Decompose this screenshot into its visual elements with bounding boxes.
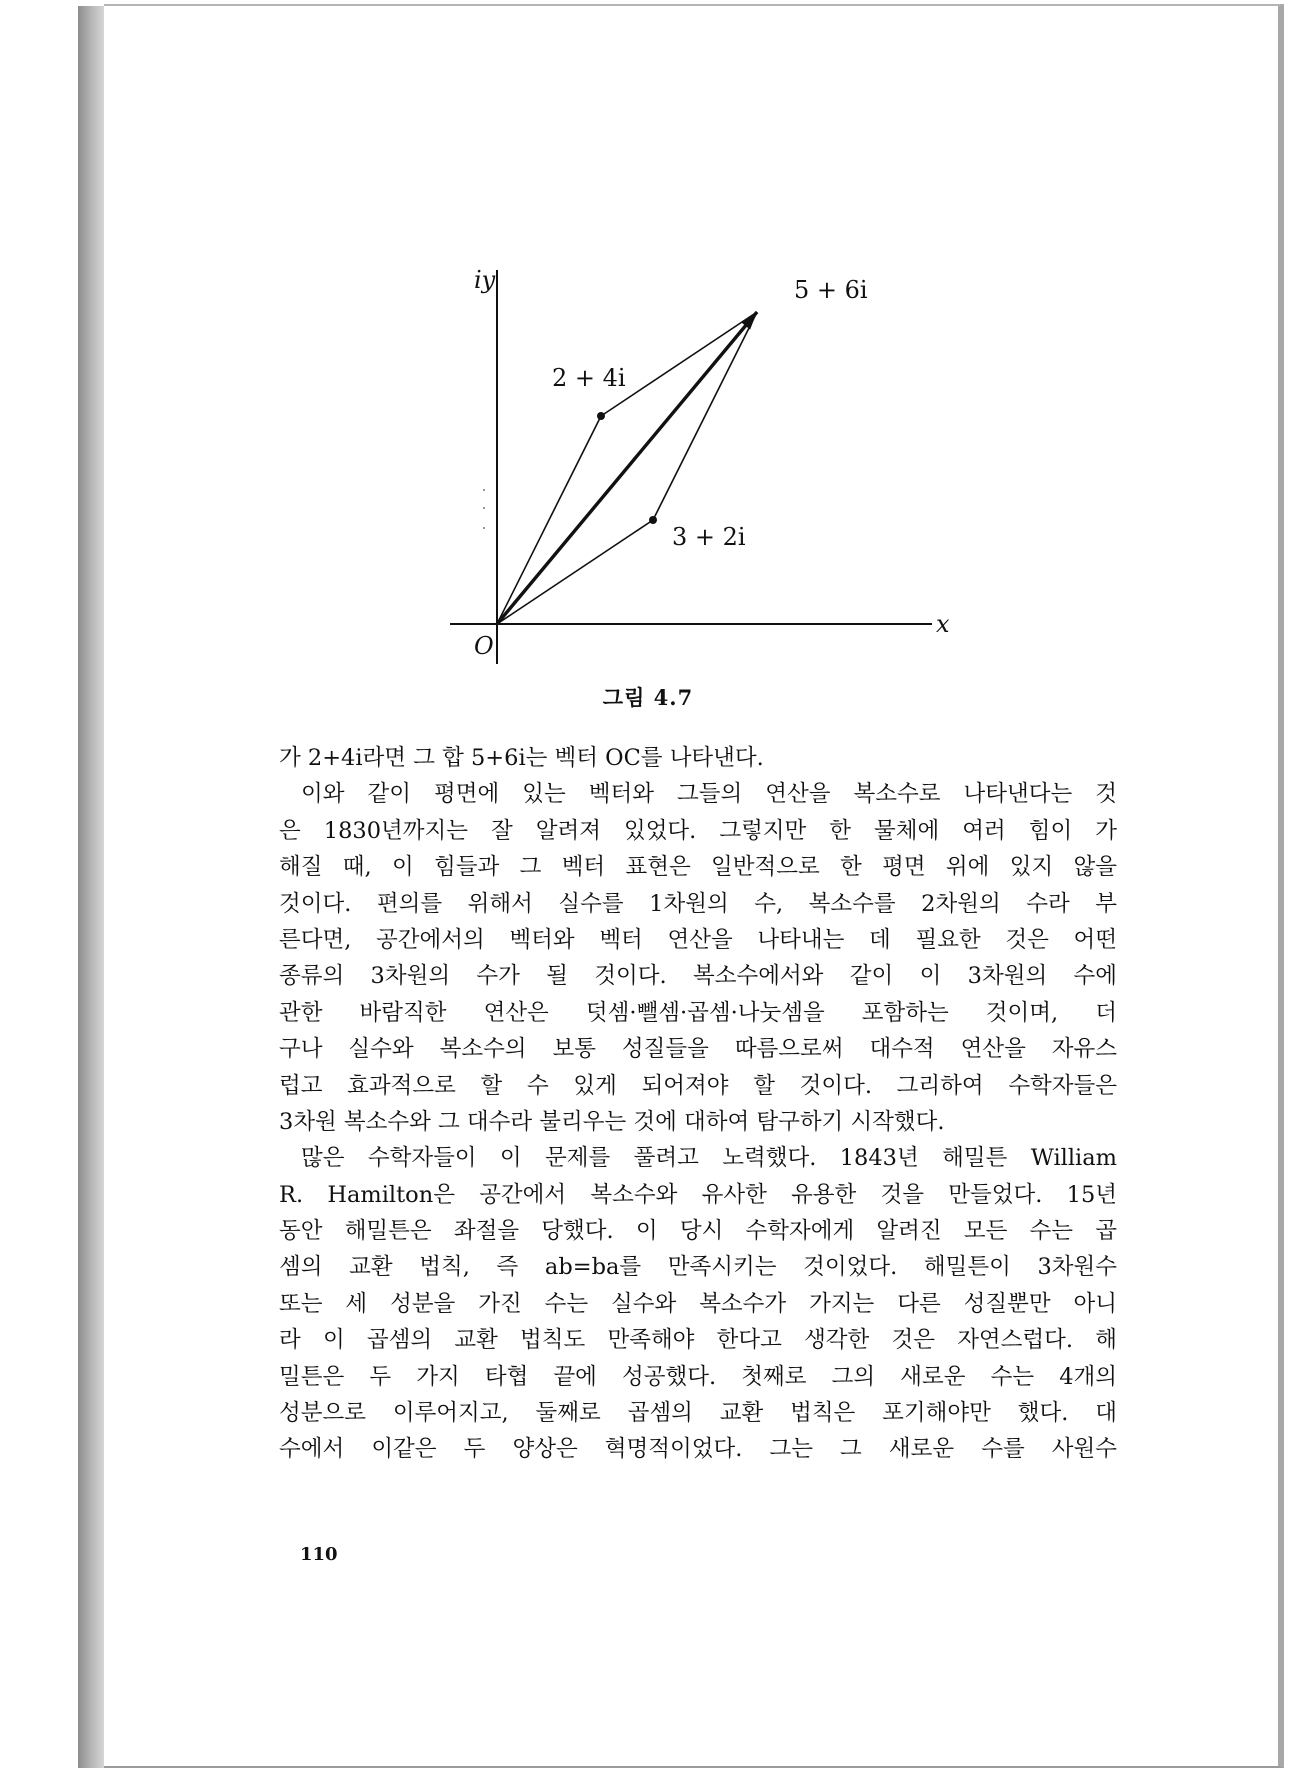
text-line: R. Hamilton은 공간에서 복소수와 유사한 유용한 것을 만들었다. 15년	[279, 1181, 1117, 1208]
origin-label: O	[474, 632, 494, 660]
text-line: 많은 수학자들이 이 문제를 풀려고 노력했다. 1843년 해밀튼 William	[301, 1145, 1117, 1172]
point-2-4i	[597, 412, 605, 420]
scan-speck	[483, 489, 485, 491]
vector-3-2i	[497, 520, 653, 624]
text-line: 은 1830년까지는 잘 알려져 있었다. 그렇지만 한 물체에 여러 힘이 가	[279, 817, 1117, 844]
text-line: 럽고 효과적으로 할 수 있게 되어져야 할 것이다. 그리하여 수학자들은	[279, 1072, 1117, 1099]
point-3-2i	[649, 516, 657, 524]
scan-speck	[483, 527, 485, 529]
text-line: 동안 해밀튼은 좌절을 당했다. 이 당시 수학자에게 알려진 모든 수는 곱	[279, 1218, 1117, 1245]
text-line: 른다면, 공간에서의 벡터와 벡터 연산을 나타내는 데 필요한 것은 어떤	[279, 926, 1117, 953]
body-text	[279, 740, 1117, 1468]
text-line: 이와 같이 평면에 있는 벡터와 그들의 연산을 복소수로 나타낸다는 것	[301, 781, 1117, 808]
page-number: 110	[300, 1544, 338, 1565]
text-line: 또는 세 성분을 가진 수는 실수와 복소수가 가지는 다른 성질뿐만 아니	[279, 1290, 1117, 1317]
text-line: 종류의 3차원의 수가 될 것이다. 복소수에서와 같이 이 3차원의 수에	[279, 963, 1117, 990]
complex-plane-diagram	[440, 262, 980, 682]
text-line: 가 2+4i라면 그 합 5+6i는 벡터 OC를 나타낸다.	[279, 745, 764, 771]
point-label-5-6i: 5 + 6i	[794, 276, 868, 304]
text-line: 성분으로 이루어지고, 둘째로 곱셈의 교환 법칙은 포기해야만 했다. 대	[279, 1400, 1117, 1427]
text-line: 구나 실수와 복소수의 보통 성질들을 따름으로써 대수적 연산을 자유스	[279, 1036, 1117, 1063]
point-label-2-4i: 2 + 4i	[552, 364, 626, 392]
text-line: 셈의 교환 법칙, 즉 ab=ba를 만족시키는 것이었다. 해밀튼이 3차원수	[279, 1254, 1117, 1281]
text-line: 밀튼은 두 가지 타협 끝에 성공했다. 첫째로 그의 새로운 수는 4개의	[279, 1363, 1117, 1390]
text-line: 해질 때, 이 힘들과 그 벡터 표현은 일반적으로 한 평면 위에 있지 않을	[279, 854, 1117, 881]
point-label-3-2i: 3 + 2i	[672, 523, 746, 551]
x-axis-label: x	[936, 610, 950, 638]
text-line: 3차원 복소수와 그 대수라 불리우는 것에 대하여 탐구하기 시작했다.	[279, 1108, 945, 1135]
vector-sum-5-6i	[497, 312, 757, 624]
book-spine	[78, 6, 105, 1768]
y-axis-label: iy	[474, 266, 496, 294]
scan-speck	[483, 507, 485, 509]
text-line: 라 이 곱셈의 교환 법칙도 만족해야 한다고 생각한 것은 자연스럽다. 해	[279, 1327, 1117, 1354]
figure-caption: 그림 4.7	[602, 685, 694, 710]
text-line: 수에서 이같은 두 양상은 혁명적이었다. 그는 그 새로운 수를 사원수	[279, 1436, 1117, 1463]
text-line: 관한 바람직한 연산은 덧셈·뺄셈·곱셈·나눗셈을 포함하는 것이며, 더	[279, 999, 1117, 1026]
text-line: 것이다. 편의를 위해서 실수를 1차원의 수, 복소수를 2차원의 수라 부	[279, 890, 1117, 917]
vector-addition-figure	[440, 262, 980, 682]
